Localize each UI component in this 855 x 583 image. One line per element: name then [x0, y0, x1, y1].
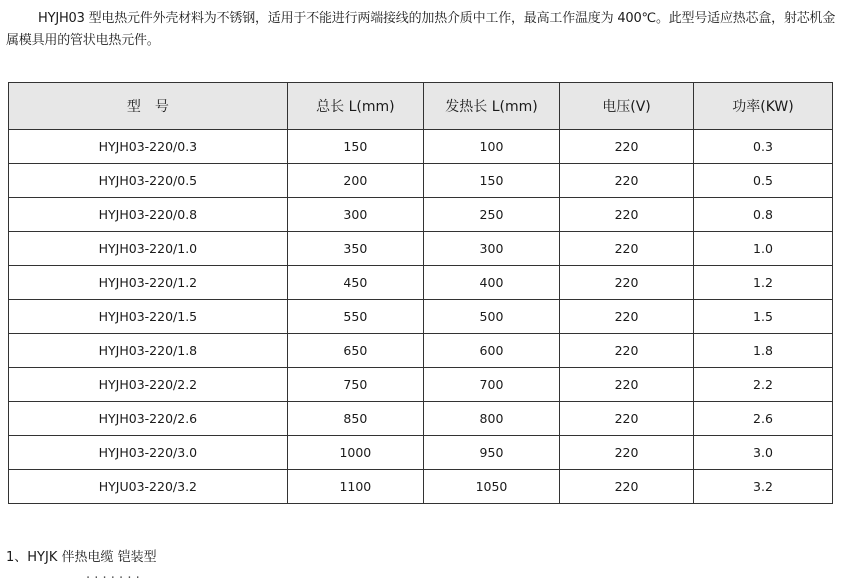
- cell-voltage: 220: [560, 436, 694, 470]
- cell-heating-length: 950: [423, 436, 559, 470]
- table-row: [9, 300, 833, 334]
- cell-voltage: 220: [560, 334, 694, 368]
- table-row: [9, 436, 833, 470]
- cell-heating-length: 500: [423, 300, 559, 334]
- cell-voltage: 220: [560, 198, 694, 232]
- cell-power: 1.8: [693, 334, 832, 368]
- cell-power: 0.5: [693, 164, 832, 198]
- cell-total-length: 1100: [287, 470, 423, 504]
- spec-table: [8, 82, 833, 504]
- table-row: [9, 368, 833, 402]
- cell-power: 2.2: [693, 368, 832, 402]
- cell-heating-length: 700: [423, 368, 559, 402]
- cell-voltage: 220: [560, 470, 694, 504]
- table-row: [9, 470, 833, 504]
- cell-model: HYJH03-220/3.0: [9, 436, 288, 470]
- cell-heating-length: 100: [423, 130, 559, 164]
- table-row: [9, 198, 833, 232]
- cell-voltage: 220: [560, 300, 694, 334]
- cell-heating-length: 250: [423, 198, 559, 232]
- cell-voltage: 220: [560, 232, 694, 266]
- header-total-length: 总长 L(mm): [287, 83, 423, 130]
- cell-power: 2.6: [693, 402, 832, 436]
- cell-heating-length: 800: [423, 402, 559, 436]
- table-header-row: [9, 83, 833, 130]
- cell-model: HYJH03-220/1.2: [9, 266, 288, 300]
- cell-total-length: 750: [287, 368, 423, 402]
- section-heading: 1、HYJK 伴热电缆 铠装型: [6, 550, 157, 565]
- header-power: 功率(KW): [693, 83, 832, 130]
- cell-model: HYJH03-220/2.2: [9, 368, 288, 402]
- intro-paragraph: HYJH03 型电热元件外壳材料为不锈钢，适用于不能进行两端接线的加热介质中工作，最高工作温度为 400℃。此型号适应热芯盒，射芯机金属模具用的管状电热元件。: [6, 11, 836, 48]
- table-row: [9, 232, 833, 266]
- cell-model: HYJH03-220/1.5: [9, 300, 288, 334]
- cell-voltage: 220: [560, 164, 694, 198]
- cell-voltage: 220: [560, 130, 694, 164]
- cell-model: HYJH03-220/1.8: [9, 334, 288, 368]
- cell-model: HYJH03-220/0.5: [9, 164, 288, 198]
- cell-heating-length: 300: [423, 232, 559, 266]
- table-row: [9, 164, 833, 198]
- cell-power: 3.0: [693, 436, 832, 470]
- cell-power: 0.8: [693, 198, 832, 232]
- cell-heating-length: 600: [423, 334, 559, 368]
- cell-model: HYJH03-220/2.6: [9, 402, 288, 436]
- header-model: 型 号: [9, 83, 288, 130]
- cell-total-length: 200: [287, 164, 423, 198]
- cell-heating-length: 400: [423, 266, 559, 300]
- cell-model: HYJH03-220/0.3: [9, 130, 288, 164]
- cell-power: 1.0: [693, 232, 832, 266]
- cell-total-length: 550: [287, 300, 423, 334]
- cell-power: 1.2: [693, 266, 832, 300]
- cell-model: HYJH03-220/0.8: [9, 198, 288, 232]
- table-row: [9, 266, 833, 300]
- cell-total-length: 1000: [287, 436, 423, 470]
- cell-voltage: 220: [560, 368, 694, 402]
- cell-total-length: 300: [287, 198, 423, 232]
- cell-heating-length: 1050: [423, 470, 559, 504]
- cell-total-length: 450: [287, 266, 423, 300]
- cell-voltage: 220: [560, 266, 694, 300]
- cell-total-length: 650: [287, 334, 423, 368]
- cell-total-length: 850: [287, 402, 423, 436]
- cell-voltage: 220: [560, 402, 694, 436]
- table-row: [9, 334, 833, 368]
- cell-power: 0.3: [693, 130, 832, 164]
- table-row: [9, 402, 833, 436]
- cell-total-length: 350: [287, 232, 423, 266]
- cell-model: HYJU03-220/3.2: [9, 470, 288, 504]
- cell-heating-length: 150: [423, 164, 559, 198]
- cell-total-length: 150: [287, 130, 423, 164]
- header-voltage: 电压(V): [560, 83, 694, 130]
- table-row: [9, 130, 833, 164]
- cut-off-text: · · · · · · ·: [86, 575, 140, 583]
- cell-power: 3.2: [693, 470, 832, 504]
- cell-model: HYJH03-220/1.0: [9, 232, 288, 266]
- cell-power: 1.5: [693, 300, 832, 334]
- header-heating-length: 发热长 L(mm): [423, 83, 559, 130]
